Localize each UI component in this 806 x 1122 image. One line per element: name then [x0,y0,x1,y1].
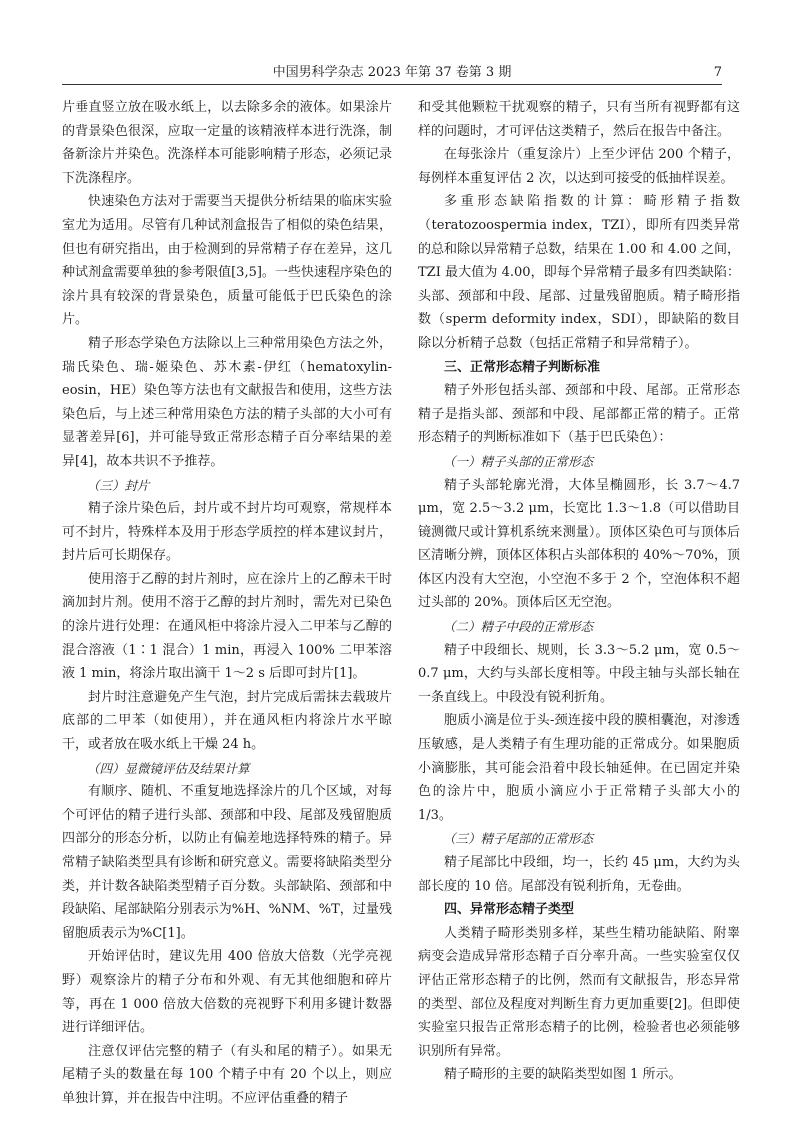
subsection-heading: （二）精子中段的正常形态 [443,619,594,635]
body-paragraph: 多重形态缺陷指数的计算：畸形精子指数（teratozoospermia index，TZI），即所有四类异常的总和除以异常精子总数，结果在 1.00 和 4.00 之间，TZI 最大值为 4.00，即每个异常精子最多有四类缺陷：头部、颈部和中段、尾部、过量残留胞质。精子畸形指数（sperm deformity index，SDI），即缺陷的数目除以分析精子总数（包括正常精子和异常精子）。 [418,194,740,351]
body-paragraph: 精子外形包括头部、颈部和中段、尾部。正常形态精子是指头部、颈部和中段、尾部都正常的精子。正常形态精子的判断标准如下（基于巴氏染色）： [418,383,740,446]
body-paragraph: 在每张涂片（重复涂片）上至少评估 200 个精子，每例样本重复评估 2 次，以达到可接受的低抽样误差。 [418,147,740,186]
body-paragraph: 精子畸形的主要的缺陷类型如图 1 所示。 [444,1067,682,1083]
subsection-heading: （一）精子头部的正常形态 [443,453,594,469]
body-paragraph: 注意仅评估完整的精子（有头和尾的精子）。如果无尾精子头的数量在每 100 个精子中有 20 个以上，则应单独计算，并在报告中注明。不应评估重叠的精子 [62,1043,392,1106]
body-paragraph: 精子尾部比中段细，均一，长约 45 μm，大约为头部长度的 10 倍。尾部没有锐利折角，无卷曲。 [418,855,740,894]
journal-citation: 中国男科学杂志 2023 年第 37 卷第 3 期 [272,65,512,80]
body-paragraph: 快速染色方法对于需要当天提供分析结果的临床实验室尤为适用。尽管有几种试剂盒报告了相似的染色结果，但也有研究指出，由于检测到的异常精子存在差异，这几种试剂盒需要单独的参考限值[3,5]。一些快速程序染色的涂片具有较深的背景染色，质量可能低于巴氏染色的涂片。 [62,194,392,328]
body-paragraph: 胞质小滴是位于头-颈连接中段的膜相囊泡，对渗透压敏感，是人类精子有生理功能的正常成分。如果胞质小滴膨胀，其可能会沿着中段长轴延伸。在已固定并染色的涂片中，胞质小滴应小于正常精子头部大小的 1/3。 [418,713,740,823]
right-column [418,96,740,1087]
subsection-heading: （四）显微镜评估及结果计算 [87,760,250,776]
subsection-heading: （三）精子尾部的正常形态 [443,831,594,847]
body-paragraph: 有顺序、随机、不重复地选择涂片的几个区域，对每个可评估的精子进行头部、颈部和中段、尾部及残留胞质四部分的形态分析，以防止有偏差地选择特殊的精子。异常精子缺陷类型具有诊断和研究意义。需要将缺陷类型分类，并计数各缺陷类型精子百分数。头部缺陷、颈部和中段缺陷、尾部缺陷分别表示为%H、%NM、%T，过量残留胞质表示为%C[1]。 [62,784,392,941]
body-paragraph: 精子头部轮廓光滑，大体呈椭圆形，长 3.7～4.7 μm，宽 2.5～3.2 μm，长宽比 1.3～1.8（可以借助目镜测微尺或计算机系统来测量）。顶体区染色可与顶体后区清晰分辨，顶体区体积占头部体积的 40%～70%，顶体区内没有大空泡，小空泡不多于 2 个，空泡体积不超过头部的 20%。顶体后区无空泡。 [418,477,740,611]
body-paragraph: 人类精子畸形类别多样，某些生精功能缺陷、附睾病变会造成异常形态精子百分率升高。一些实验室仅仅评估正常形态精子的比例，然而有文献报告，形态异常的类型、部位及程度对判断生育力更加重要[2]。但即使实验室只报告正常形态精子的比例，检验者也必须能够识别所有异常。 [418,925,740,1059]
body-paragraph: 精子形态学染色方法除以上三种常用染色方法之外，瑞氏染色、瑞-姬染色、苏木素-伊红（hematoxylin-eosin，HE）染色等方法也有文献报告和使用，这些方法染色后，与上述三种常用染色方法的精子头部的大小可有显著差异[6]，并可能导致正常形态精子百分率结果的差异[4]，故本共识不予推荐。 [62,335,392,469]
section-heading: 四、异常形态精子类型 [444,902,575,918]
subsection-heading: （三）封片 [87,477,150,493]
body-paragraph: 精子中段细长、规则，长 3.3～5.2 μm，宽 0.5～0.7 μm，大约与头部长度相等。中段主轴与头部长轴在一条直线上。中段没有锐利折角。 [418,642,740,705]
page-number: 7 [713,65,722,80]
body-paragraph: 片垂直竖立放在吸水纸上，以去除多余的液体。如果涂片的背景染色很深，应取一定量的该精液样本进行洗涤，制备新涂片并染色。洗涤样本可能影响精子形态，必须记录下洗涤程序。 [62,100,392,186]
body-paragraph: 封片时注意避免产生气泡，封片完成后需抹去载玻片底部的二甲苯（如使用），并在通风柜内将涂片水平晾干，或者放在吸水纸上干燥 24 h。 [62,689,392,753]
body-paragraph: 精子涂片染色后，封片或不封片均可观察，常规样本可不封片，特殊样本及用于形态学质控的样本建议封片，封片后可长期保存。 [62,501,392,564]
section-heading: 三、正常形态精子判断标准 [444,359,601,375]
body-paragraph: 和受其他颗粒干扰观察的精子，只有当所有视野都有这样的问题时，才可评估这类精子，然后在报告中备注。 [418,100,740,139]
body-paragraph: 使用溶于乙醇的封片剂时，应在涂片上的乙醇未干时滴加封片剂。使用不溶于乙醇的封片剂时，需先对已染色的涂片进行处理：在通风柜中将涂片浸入二甲苯与乙醇的混合溶液（1∶1 混合）1 min，再浸入 100% 二甲苯溶液 1 min，将涂片取出滴干 1～2 s 后即可封片[1]。 [62,571,392,682]
body-paragraph: 开始评估时，建议先用 400 倍放大倍数（光学亮视野）观察涂片的精子分布和外观、有无其他细胞和碎片等，再在 1 000 倍放大倍数的亮视野下利用多键计数器进行详细评估。 [62,949,392,1036]
running-header [62,62,722,85]
left-column [62,96,392,1111]
